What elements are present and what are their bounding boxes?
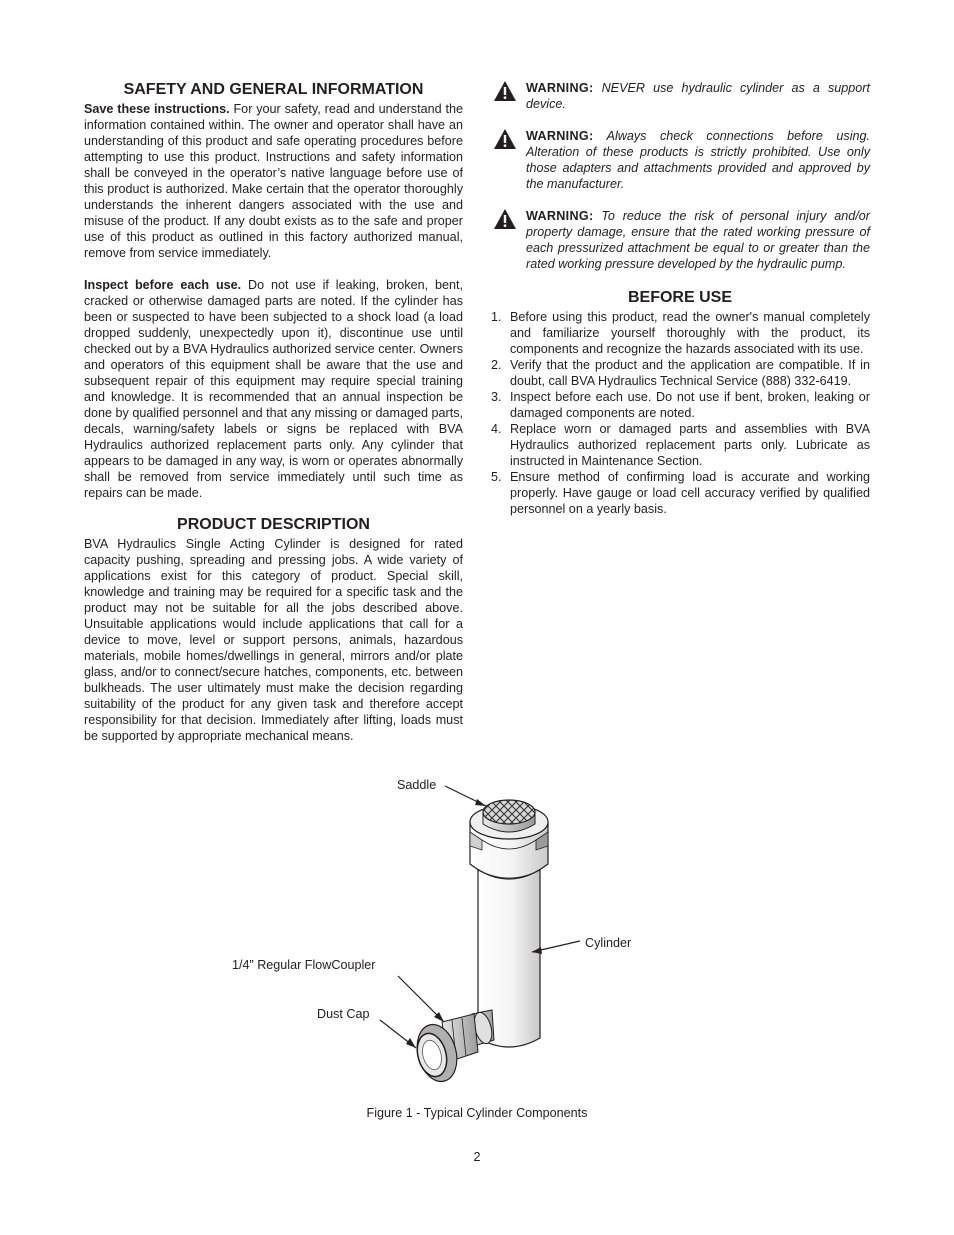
right-column: [490, 80, 870, 517]
safety-p1-lead: Save these instructions.: [84, 102, 230, 116]
safety-p2-body: Do not use if leaking, broken, bent, cracked or otherwise damaged parts are noted. If the cylinder has been or suspected to have been subjected to a shock load (a load dropped suddenly, unexpectedly upon it), discontinue use until checked out by a BVA Hydraulics authorized service center. Owners and operators of this equipment shall be aware that the use and subsequent repair of this equipment may require special training and knowledge. It is recommended that an annual inspection be done by qualified personnel and that any missing or damaged parts, decals, warning/safety labels or signs be replaced with BVA Hydraulics authorized replacement parts only. Any cylinder that appears to be damaged in any way, is worn or operates abnormally shall be removed from service immediately until such time as repairs can be made.: [84, 278, 464, 500]
warning-2-text: Always check connections before using. Alteration of these products is strictly prohibited. Use only those adapters and attachments provided and approved by the manufacturer.: [526, 129, 870, 191]
warning-3-label: WARNING:: [526, 209, 594, 223]
warning-1-text: NEVER use hydraulic cylinder as a support device.: [526, 81, 870, 111]
left-column: [84, 80, 463, 744]
list-item: 3. Inspect before each use. Do not use if bent, broken, leaking or damaged components are noted.: [491, 390, 870, 420]
safety-heading: SAFETY AND GENERAL INFORMATION: [123, 81, 424, 98]
warning-2-label: WARNING:: [526, 129, 594, 143]
cylinder-illustration: [220, 770, 660, 1100]
warning-2: [490, 128, 870, 192]
warning-triangle-icon: [493, 128, 519, 155]
safety-p2-lead: Inspect before each use.: [84, 278, 242, 292]
list-item: 2. Verify that the product and the application are compatible. If in doubt, call BVA Hydraulics Technical Service (888) 332-6419.: [491, 358, 870, 388]
saddle-label: Saddle: [397, 778, 437, 792]
safety-paragraph-2: [84, 277, 463, 501]
warning-triangle-icon: [493, 208, 519, 235]
cylinder-label: Cylinder: [585, 936, 632, 950]
list-item: 4. Replace worn or damaged parts and assemblies with BVA Hydraulics authorized replacement parts only. Lubricate as instructed in Maintenance Section.: [491, 422, 870, 468]
coupler-label: 1/4” Regular FlowCoupler: [232, 958, 376, 972]
product-heading: PRODUCT DESCRIPTION: [177, 516, 370, 533]
warning-3: [490, 208, 870, 272]
warning-1-label: WARNING:: [526, 81, 594, 95]
before-use-heading: BEFORE USE: [627, 289, 732, 306]
before-use-list: [490, 309, 870, 517]
warning-1: [490, 80, 870, 112]
warning-3-text: To reduce the risk of personal injury and/or property damage, ensure that the rated working pressure of each pressurized attachment be equal to or greater than the rated working pressure developed by the hydraulic pump.: [526, 209, 870, 271]
warning-triangle-icon: [493, 80, 519, 107]
dust-cap-label: Dust Cap: [317, 1007, 370, 1021]
product-description: BVA Hydraulics Single Acting Cylinder is designed for rated capacity pushing, spreading and pressing jobs. A wide variety of applications exist for this category of product. Special skill, knowledge and training may be required for a specific task and the product may not be suitable for all the jobs described above. Unsuitable applications would include applications that call for a device to move, level or support persons, animals, hazardous materials, mobile homes/dwellings in general, mirrors and/or plate glass, and/or to connect/secure hatches, components, etc. between bulkheads. The user ultimately must make the decision regarding suitability of the product for any given task and therefore accept responsibility for that decision. Immediately after lifting, loads must be supported by appropriate mechanical means.: [84, 537, 463, 743]
safety-p1-body: For your safety, read and understand the information contained within. The owner and operator shall have an understanding of this product and safe operating procedures before attempting to use this product. Instructions and safety information shall be conveyed in the operator’s native language before use of this product is authorized. Make certain that the operator thoroughly understands the inherent dangers associated with the use and misuse of the product. If any doubt exists as to the safe and proper use of this product as outlined in this factory authorized manual, remove from service immediately.: [84, 102, 463, 260]
cylinder-figure: [220, 770, 660, 1100]
list-item: 5. Ensure method of confirming load is accurate and working properly. Have gauge or load cell accuracy verified by qualified personnel on a yearly basis.: [491, 470, 870, 516]
safety-paragraph-1: [84, 101, 463, 261]
page-number: 2: [473, 1150, 481, 1164]
figure-caption: Figure 1 - Typical Cylinder Components: [366, 1106, 588, 1120]
list-item: 1. Before using this product, read the owner's manual completely and familiarize yourself thoroughly with the product, its components and recognize the hazards associated with its use.: [491, 310, 870, 356]
